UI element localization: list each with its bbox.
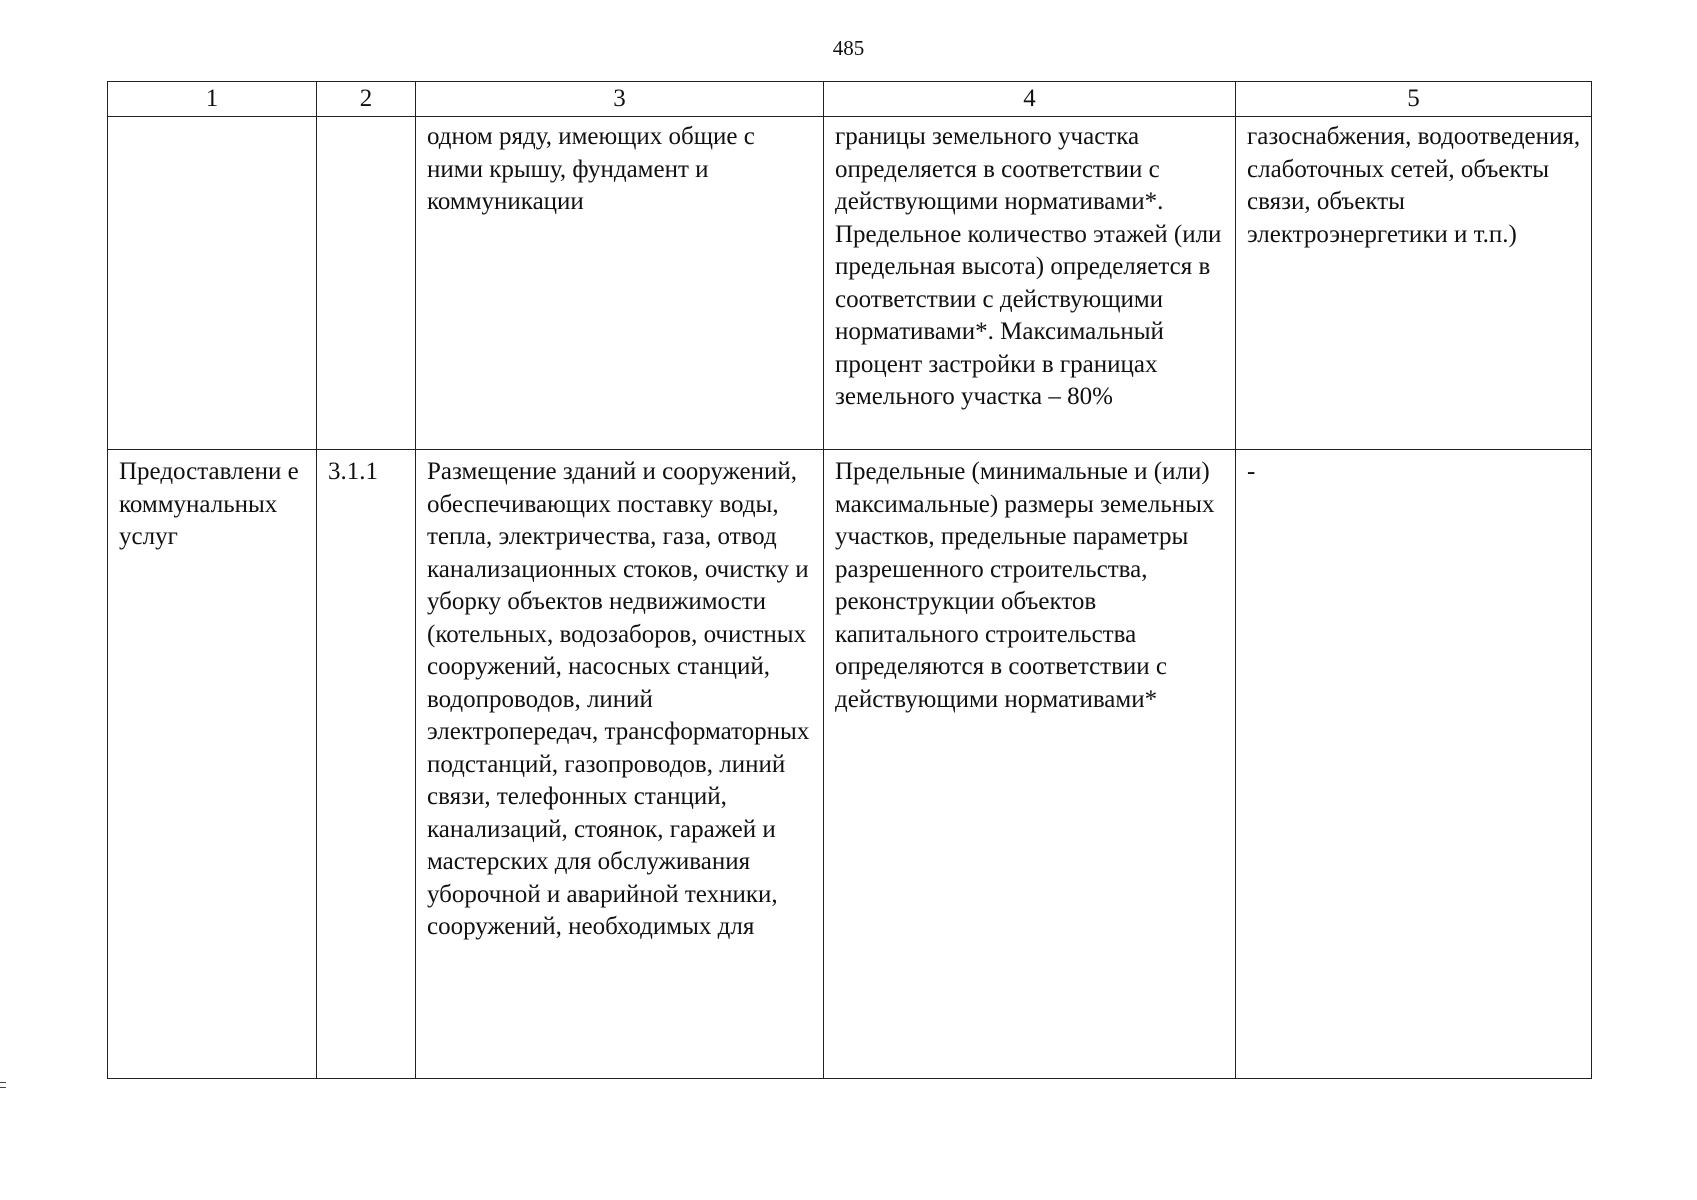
scan-edge-mark <box>0 1082 6 1088</box>
header-row <box>108 82 1592 117</box>
cell-use-code: 3.1.1 <box>317 450 416 1079</box>
cell-use-name: Предоставлени е коммунальных услуг <box>108 450 317 1079</box>
cell-use-description: Размещение зданий и сооружений, обеспечивающих поставку воды, тепла, электричества, газа, отвод канализационных стоков, очистку и уборку объектов недвижимости (котельных, водозаборов, очистных сооружений, насосных станций, водопроводов, линий электропередач, трансформаторных подстанций, газопроводов, линий связи, телефонных станций, канализаций, стоянок, гаражей и мастерских для обслуживания уборочной и аварийной техники, сооружений, необходимых для <box>416 450 824 1079</box>
cell-use-name <box>108 117 317 450</box>
cell-use-description: одном ряду, имеющих общие с ними крышу, фундамент и коммуникации <box>416 117 824 450</box>
cell-restrictions: - <box>1236 450 1592 1079</box>
cell-parameters: границы земельного участка определяется в соответствии с действующими нормативами*. Предельное количество этажей (или предельная высота) определяется в соответствии с действующими нормативами*. Максимальный процент застройки в границах земельного участка – 80% <box>824 117 1236 450</box>
regulations-table <box>107 81 1592 1079</box>
column-header-5: 5 <box>1236 82 1592 117</box>
cell-parameters: Предельные (минимальные и (или) максимальные) размеры земельных участков, предельные параметры разрешенного строительства, реконструкции объектов капитального строительства определяются в соответствии с действующими нормативами* <box>824 450 1236 1079</box>
cell-use-code <box>317 117 416 450</box>
cell-restrictions: газоснабжения, водоотведения, слаботочных сетей, объекты связи, объекты электроэнергетики и т.п.) <box>1236 117 1592 450</box>
column-header-3: 3 <box>416 82 824 117</box>
column-header-1: 1 <box>108 82 317 117</box>
column-header-2: 2 <box>317 82 416 117</box>
column-header-4: 4 <box>824 82 1236 117</box>
table-row <box>108 117 1592 450</box>
page-number: 485 <box>832 36 865 60</box>
table-row <box>108 450 1592 1079</box>
